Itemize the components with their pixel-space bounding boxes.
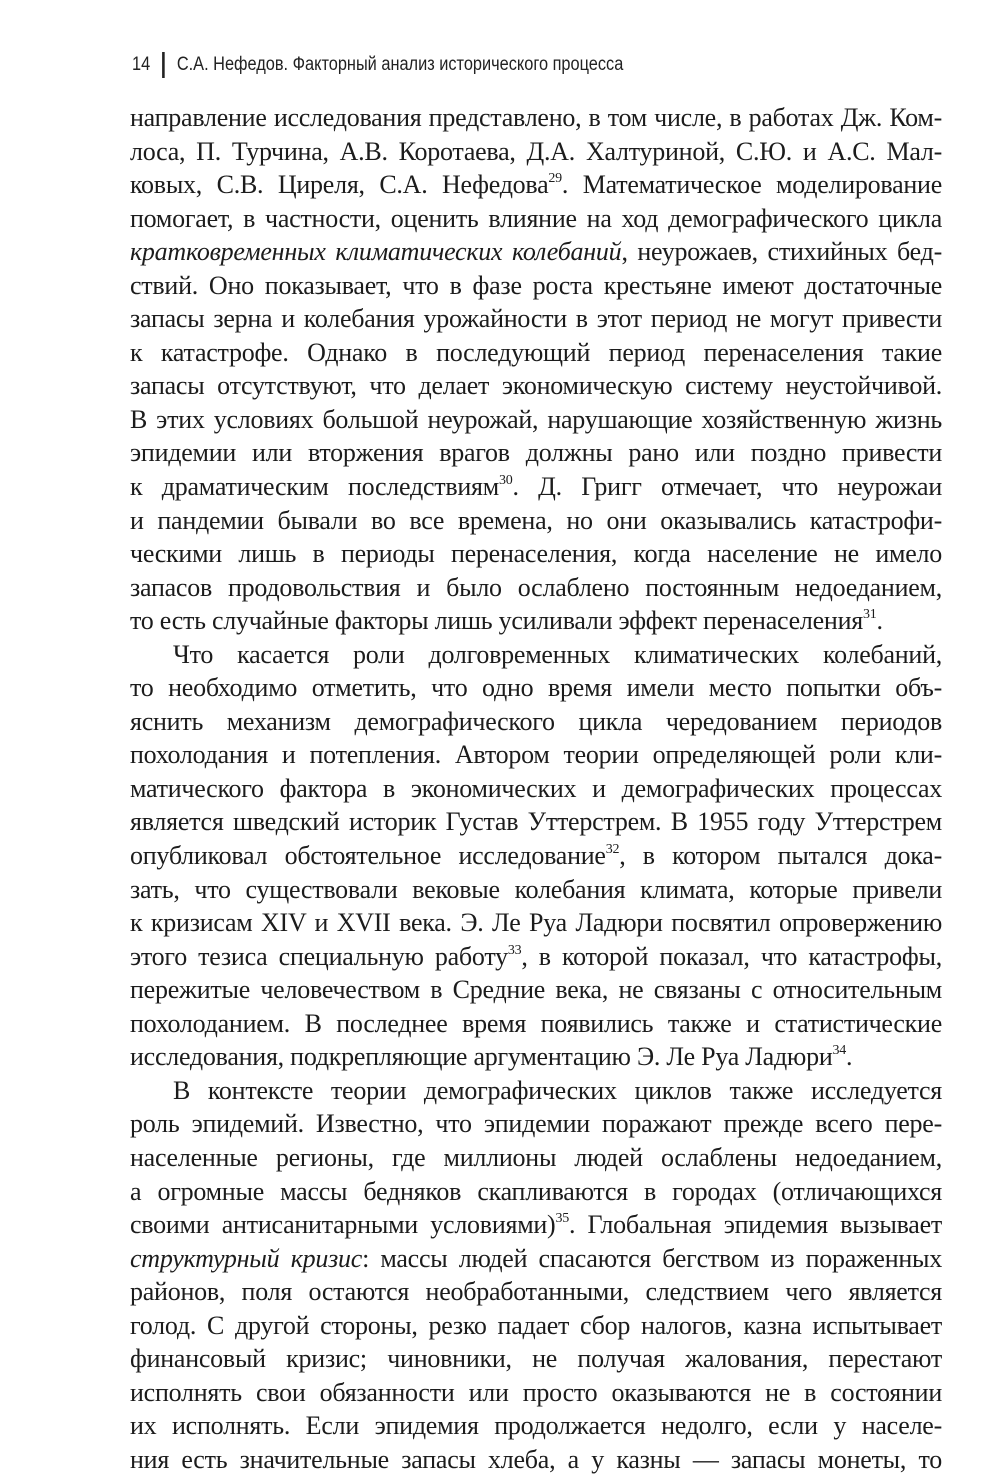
text-run: . [876, 606, 883, 636]
text-line [130, 369, 942, 403]
footnote-ref: 31 [862, 607, 877, 623]
text-line [130, 1409, 942, 1443]
text-run: зать, что существовали вековые колебания климата, которые привели [130, 874, 942, 904]
text-line [130, 436, 942, 470]
text-run: своими антисанитарными условиями) [130, 1210, 556, 1240]
text-line [130, 940, 942, 974]
text-run: . Д. Григг отмечает, что неурожаи [512, 472, 942, 502]
footnote-ref: 34 [832, 1043, 847, 1059]
footnote-ref: 35 [555, 1211, 569, 1227]
text-line [130, 571, 942, 605]
text-run: ствий. Оно показывает, что в фазе роста крестьяне имеют достаточные [130, 270, 942, 300]
text-line [130, 1107, 942, 1141]
text-line [130, 1007, 942, 1041]
text-run: запасов продовольствия и было ослаблено постоянным недоеданием, [130, 572, 942, 602]
italic-term: кратковременных климатических колебаний [130, 237, 622, 267]
text-line [130, 1242, 942, 1276]
text-line [130, 202, 942, 236]
text-line [130, 805, 942, 839]
text-run: , неурожаев, стихийных бед- [621, 237, 943, 267]
text-run: . [846, 1042, 853, 1072]
text-line [130, 470, 942, 504]
text-line [130, 1309, 942, 1343]
text-run: ческими лишь в периоды перенаселения, когда население не имело [130, 539, 942, 569]
text-line [130, 1175, 942, 1209]
footnote-ref: 30 [498, 473, 513, 489]
text-run: а огромные массы бедняков скапливаются в городах (отличающихся [130, 1176, 942, 1206]
text-line [130, 336, 942, 370]
text-run: похолодания и потепления. Автором теории определяющей роли кли- [130, 740, 942, 770]
text-run: то есть случайные факторы лишь усиливали эффект перенаселения [130, 606, 863, 636]
text-line [130, 504, 942, 538]
text-run: запасы отсутствуют, что делает экономическую систему неустойчивой. [130, 371, 942, 401]
text-line [130, 1376, 942, 1410]
text-run: : массы людей спасаются бегством из пораженных [362, 1243, 942, 1273]
text-line [130, 973, 942, 1007]
text-line [130, 269, 942, 303]
text-run: запасы зерна и колебания урожайности в этот период не могут привести [130, 304, 942, 334]
text-run: направление исследования представлено, в том числе, в работах Дж. Ком- [130, 103, 942, 132]
text-run: то необходимо отметить, что одно время имели место попытки объ- [130, 673, 942, 703]
text-line [130, 1141, 942, 1175]
text-run: пережитые человечеством в Средние века, не связаны с относительным [130, 975, 942, 1005]
text-run: лоса, П. Турчина, А.В. Коротаева, Д.А. Халтуриной, С.Ю. и А.С. Мал- [130, 136, 942, 166]
text-run: является шведский историк Густав Уттерстрем. В 1955 году Уттерстрем [130, 807, 942, 837]
text-run: к катастрофе. Однако в последующий период перенаселения такие [130, 337, 942, 367]
text-line [130, 101, 942, 135]
text-run: роль эпидемий. Известно, что эпидемии поражают прежде всего пере- [130, 1109, 942, 1139]
text-run: к кризисам XIV и XVII века. Э. Ле Руа Ладюри посвятил опровержению [130, 908, 942, 938]
text-line [130, 873, 942, 907]
text-line [130, 839, 942, 873]
text-line [130, 1443, 942, 1476]
text-line [130, 1074, 942, 1108]
text-run: . Математическое моделирование [561, 170, 943, 200]
footnote-ref: 32 [605, 842, 620, 858]
text-line [130, 906, 942, 940]
text-line [130, 1040, 942, 1074]
text-run: В этих условиях большой неурожай, нарушающие хозяйственную жизнь [130, 404, 942, 434]
text-run: опубликовал обстоятельное исследование [130, 841, 606, 871]
text-line [130, 1275, 942, 1309]
text-run: финансовый кризис; чиновники, не получая жалования, перестают [130, 1344, 942, 1374]
text-run: исследования, подкрепляющие аргументацию Э. Ле Руа Ладюри [130, 1042, 833, 1072]
text-line [130, 168, 942, 202]
text-run: помогает, в частности, оценить влияние на ход демографического цикла [130, 203, 942, 233]
page-number: 14 [132, 54, 151, 75]
text-run: ковых, С.В. Циреля, С.А. Нефедова [130, 170, 549, 200]
text-run: к драматическим последствиям [130, 472, 499, 502]
text-line [130, 403, 942, 437]
text-run: яснить механизм демографического цикла чередованием периодов [130, 706, 942, 736]
text-run: и пандемии бывали во все времена, но они оказывались катастрофи- [130, 505, 942, 535]
text-line [130, 705, 942, 739]
text-line [130, 772, 942, 806]
text-line [130, 1208, 942, 1242]
text-run: , в которой показал, что катастрофы, [521, 941, 942, 971]
header-divider [162, 52, 165, 78]
text-run: этого тезиса специальную работу [130, 941, 508, 971]
text-line [130, 302, 942, 336]
text-run: голод. С другой стороны, резко падает сбор налогов, казна испытывает [130, 1310, 942, 1340]
text-run: исполнять свои обязанности или просто оказываются не в состоянии [130, 1377, 942, 1407]
footnote-ref: 33 [507, 942, 522, 958]
text-line [130, 638, 942, 672]
text-line [130, 235, 942, 269]
body-text [130, 101, 942, 1476]
text-run: эпидемии или вторжения врагов должны рано или поздно привести [130, 438, 942, 468]
text-line [130, 135, 942, 169]
running-title: С.А. Нефедов. Факторный анализ исторического процесса [176, 54, 624, 75]
text-line [130, 671, 942, 705]
text-run: населенные регионы, где миллионы людей ослаблены недоеданием, [130, 1142, 942, 1172]
text-run: Что касается роли долговременных климатических колебаний, [173, 639, 942, 669]
text-run: , в котором пытался дока- [619, 841, 942, 871]
text-run: В контексте теории демографических циклов также исследуется [173, 1075, 942, 1105]
italic-term: структурный кризис [130, 1243, 363, 1273]
text-run: матического фактора в экономических и демографических процессах [130, 773, 942, 803]
text-line [130, 604, 942, 638]
text-run: районов, поля остаются необработанными, следствием чего является [130, 1277, 942, 1307]
text-run: похолоданием. В последнее время появились также и статистические [130, 1008, 942, 1038]
footnote-ref: 29 [548, 171, 562, 187]
text-run: ния есть значительные запасы хлеба, а у казны — запасы монеты, то [130, 1444, 942, 1474]
text-line [130, 1342, 942, 1376]
text-line [130, 738, 942, 772]
text-run: . Глобальная эпидемия вызывает [568, 1210, 942, 1240]
text-line [130, 537, 942, 571]
text-run: их исполнять. Если эпидемия продолжается недолго, если у населе- [130, 1411, 942, 1441]
running-head [132, 52, 623, 78]
